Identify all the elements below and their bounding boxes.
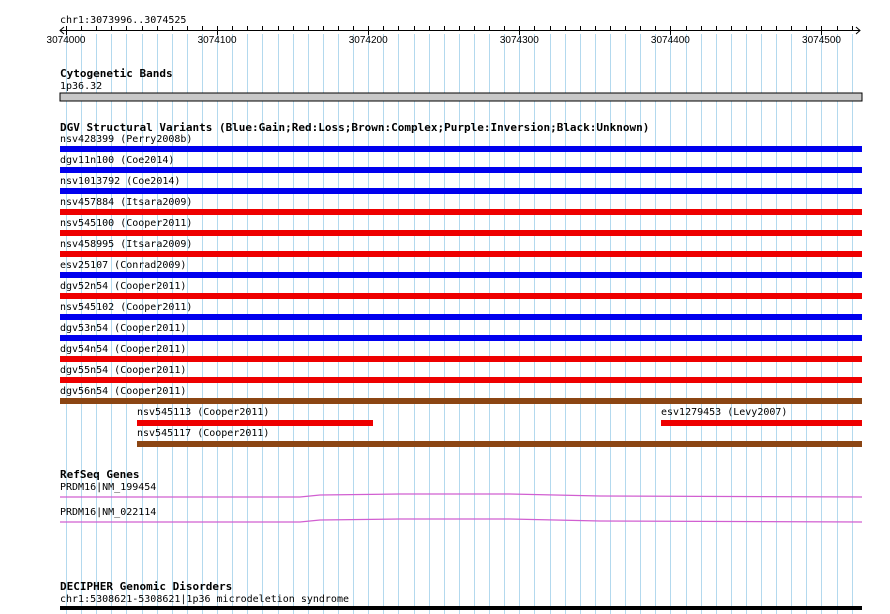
ruler-region-label: chr1:3073996..3074525 — [60, 15, 187, 26]
refseq-gene-line[interactable] — [60, 494, 862, 497]
dgv-feature-bar[interactable] — [137, 441, 862, 447]
dgv-feature-label[interactable]: nsv457884 (Itsara2009) — [60, 197, 193, 208]
dgv-feature-label[interactable]: dgv56n54 (Cooper2011) — [60, 386, 187, 397]
dgv-feature-bar[interactable] — [60, 167, 862, 173]
dgv-feature-label[interactable]: nsv1013792 (Coe2014) — [60, 176, 181, 187]
track-title-dgv[interactable]: DGV Structural Variants (Blue:Gain;Red:Loss;Brown:Complex;Purple:Inversion;Black:Unknown) — [60, 121, 650, 134]
dgv-feature-bar[interactable] — [137, 420, 373, 426]
dgv-feature-label[interactable]: dgv54n54 (Cooper2011) — [60, 344, 187, 355]
dgv-feature-label[interactable]: esv1279453 (Levy2007) — [661, 407, 788, 418]
ruler-tick-label: 3074000 — [46, 35, 86, 46]
ruler-tick-label: 3074300 — [499, 35, 539, 46]
dgv-feature-bar[interactable] — [661, 420, 862, 426]
dgv-feature-label[interactable]: nsv545102 (Cooper2011) — [60, 302, 193, 313]
dgv-feature-label[interactable]: dgv52n54 (Cooper2011) — [60, 281, 187, 292]
cytoband-label[interactable]: 1p36.32 — [60, 81, 103, 92]
refseq-gene-label[interactable]: PRDM16|NM_199454 — [60, 482, 157, 493]
dgv-feature-bar[interactable] — [60, 377, 862, 383]
dgv-feature-bar[interactable] — [60, 293, 862, 299]
dgv-feature-bar[interactable] — [60, 188, 862, 194]
dgv-feature-label[interactable]: dgv53n54 (Cooper2011) — [60, 323, 187, 334]
dgv-feature-label[interactable]: dgv55n54 (Cooper2011) — [60, 365, 187, 376]
ruler-tick-label: 3074200 — [348, 35, 388, 46]
dgv-feature-label[interactable]: dgv11n100 (Coe2014) — [60, 155, 175, 166]
dgv-feature-label[interactable]: nsv545117 (Cooper2011) — [137, 428, 270, 439]
ruler-tick-label: 3074400 — [650, 35, 690, 46]
position-ruler — [60, 26, 860, 35]
dgv-feature-bar[interactable] — [60, 272, 862, 278]
refseq-gene-label[interactable]: PRDM16|NM_022114 — [60, 507, 157, 518]
dgv-feature-bar[interactable] — [60, 398, 862, 404]
decipher-feature-label[interactable]: chr1:5308621-5308621|1p36 microdeletion syndrome — [60, 594, 349, 605]
dgv-feature-bar[interactable] — [60, 314, 862, 320]
dgv-feature-label[interactable]: nsv458995 (Itsara2009) — [60, 239, 193, 250]
cytoband-bar[interactable] — [60, 93, 862, 101]
ruler-tick-label: 3074100 — [197, 35, 237, 46]
dgv-feature-label[interactable]: nsv545100 (Cooper2011) — [60, 218, 193, 229]
dgv-feature-bar[interactable] — [60, 146, 862, 152]
dgv-feature-bar[interactable] — [60, 335, 862, 341]
dgv-feature-label[interactable]: nsv428399 (Perry2008b) — [60, 134, 193, 145]
dgv-feature-bar[interactable] — [60, 209, 862, 215]
refseq-gene-line[interactable] — [60, 519, 862, 522]
dgv-feature-bar[interactable] — [60, 356, 862, 362]
dgv-feature-bar[interactable] — [60, 251, 862, 257]
track-title-decipher[interactable]: DECIPHER Genomic Disorders — [60, 580, 233, 593]
dgv-feature-bar[interactable] — [60, 230, 862, 236]
track-title-refseq[interactable]: RefSeq Genes — [60, 468, 140, 481]
ruler-tick-label: 3074500 — [802, 35, 841, 46]
track-title-cytoband[interactable]: Cytogenetic Bands — [60, 67, 173, 80]
dgv-feature-label[interactable]: esv25107 (Conrad2009) — [60, 260, 187, 271]
decipher-feature-bar[interactable] — [60, 606, 862, 610]
dgv-feature-label[interactable]: nsv545113 (Cooper2011) — [137, 407, 270, 418]
